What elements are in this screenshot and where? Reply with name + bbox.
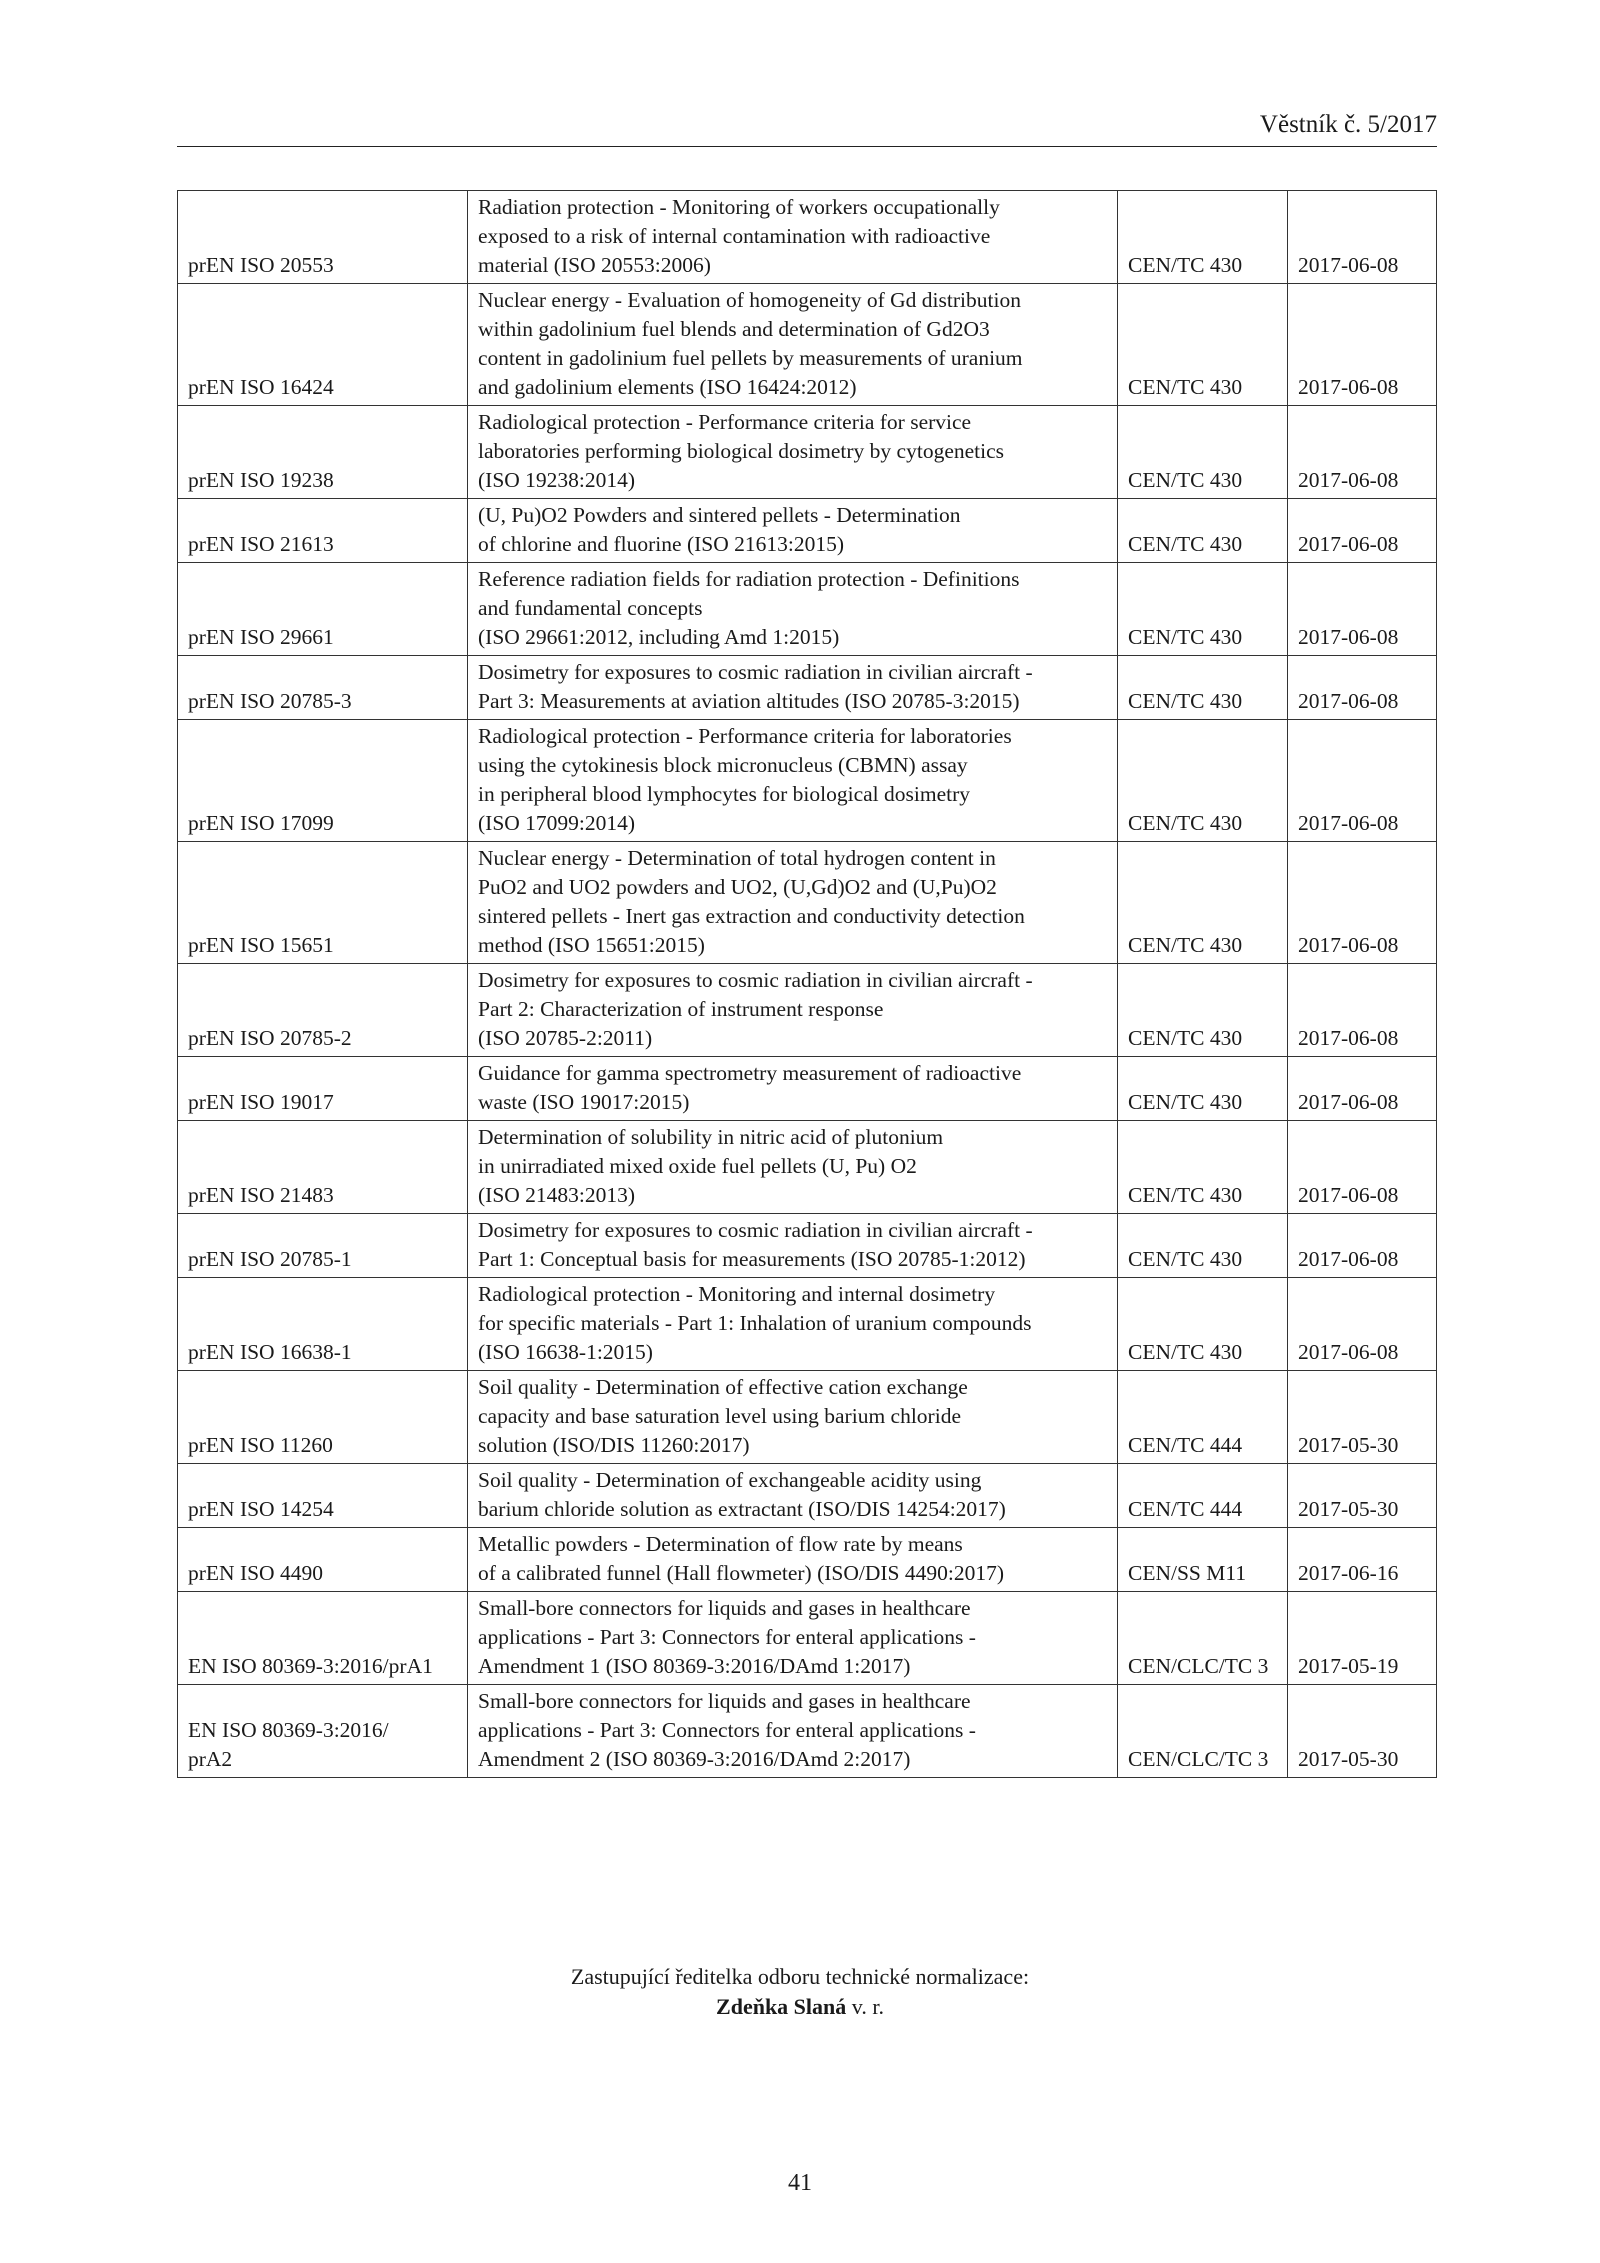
standard-code: EN ISO 80369-3:2016/prA1	[178, 1592, 468, 1685]
standard-title: Determination of solubility in nitric acid of plutonium in unirradiated mixed oxide fuel pellets (U, Pu) O2 (ISO 21483:2013)	[468, 1121, 1118, 1214]
journal-issue: Věstník č. 5/2017	[1259, 111, 1437, 138]
standard-title: Radiological protection - Monitoring and internal dosimetry for specific materials - Part 1: Inhalation of uranium compounds (ISO 16638-1:2015)	[468, 1278, 1118, 1371]
standard-code: prEN ISO 29661	[178, 563, 468, 656]
deadline-date: 2017-06-08	[1288, 656, 1437, 720]
technical-committee: CEN/TC 430	[1118, 964, 1288, 1057]
standard-code: prEN ISO 21613	[178, 499, 468, 563]
table-row	[178, 1057, 1437, 1121]
technical-committee: CEN/TC 444	[1118, 1371, 1288, 1464]
signatory-role: Zastupující ředitelka odboru technické normalizace:	[570, 1964, 1030, 1989]
standard-code: prEN ISO 15651	[178, 842, 468, 964]
table-row	[178, 191, 1437, 284]
deadline-date: 2017-05-30	[1288, 1685, 1437, 1778]
signatory-name: Zdeňka Slaná	[716, 1994, 847, 2019]
standard-code: prEN ISO 19238	[178, 406, 468, 499]
standard-code: prEN ISO 17099	[178, 720, 468, 842]
technical-committee: CEN/TC 430	[1118, 1057, 1288, 1121]
table-row	[178, 964, 1437, 1057]
table-row	[178, 1464, 1437, 1528]
deadline-date: 2017-06-08	[1288, 191, 1437, 284]
standard-title: Dosimetry for exposures to cosmic radiation in civilian aircraft - Part 1: Conceptual basis for measurements (ISO 20785-1:2012)	[468, 1214, 1118, 1278]
deadline-date: 2017-06-08	[1288, 499, 1437, 563]
standard-title: Soil quality - Determination of effective cation exchange capacity and base saturation level using barium chloride solution (ISO/DIS 11260:2017)	[468, 1371, 1118, 1464]
standard-title: Soil quality - Determination of exchangeable acidity using barium chloride solution as extractant (ISO/DIS 14254:2017)	[468, 1464, 1118, 1528]
standard-code: prEN ISO 16638-1	[178, 1278, 468, 1371]
technical-committee: CEN/TC 430	[1118, 406, 1288, 499]
technical-committee: CEN/TC 430	[1118, 842, 1288, 964]
standard-code: prEN ISO 21483	[178, 1121, 468, 1214]
table-row	[178, 1214, 1437, 1278]
standard-title: Radiological protection - Performance criteria for service laboratories performing biological dosimetry by cytogenetics (ISO 19238:2014)	[468, 406, 1118, 499]
standard-code: prEN ISO 11260	[178, 1371, 468, 1464]
page-number: 41	[788, 2170, 812, 2196]
technical-committee: CEN/TC 430	[1118, 1278, 1288, 1371]
deadline-date: 2017-06-08	[1288, 1057, 1437, 1121]
deadline-date: 2017-06-08	[1288, 842, 1437, 964]
technical-committee: CEN/TC 430	[1118, 1214, 1288, 1278]
standard-code: prEN ISO 14254	[178, 1464, 468, 1528]
standard-code: prEN ISO 20785-3	[178, 656, 468, 720]
deadline-date: 2017-06-08	[1288, 964, 1437, 1057]
deadline-date: 2017-06-08	[1288, 406, 1437, 499]
standard-code: EN ISO 80369-3:2016/ prA2	[178, 1685, 468, 1778]
technical-committee: CEN/TC 430	[1118, 563, 1288, 656]
standard-title: Dosimetry for exposures to cosmic radiation in civilian aircraft - Part 2: Characterization of instrument response (ISO 20785-2:2011)	[468, 964, 1118, 1057]
table-row	[178, 563, 1437, 656]
standard-title: Guidance for gamma spectrometry measurement of radioactive waste (ISO 19017:2015)	[468, 1057, 1118, 1121]
table-row	[178, 1685, 1437, 1778]
signatory-suffix: v. r.	[846, 1994, 884, 2019]
deadline-date: 2017-06-08	[1288, 1278, 1437, 1371]
standard-title: Reference radiation fields for radiation protection - Definitions and fundamental concepts (ISO 29661:2012, including Amd 1:2015)	[468, 563, 1118, 656]
standard-title: Metallic powders - Determination of flow rate by means of a calibrated funnel (Hall flowmeter) (ISO/DIS 4490:2017)	[468, 1528, 1118, 1592]
standard-title: Radiation protection - Monitoring of workers occupationally exposed to a risk of internal contamination with radioactive material (ISO 20553:2006)	[468, 191, 1118, 284]
standard-code: prEN ISO 4490	[178, 1528, 468, 1592]
technical-committee: CEN/TC 430	[1118, 499, 1288, 563]
standard-code: prEN ISO 16424	[178, 284, 468, 406]
standard-code: prEN ISO 20553	[178, 191, 468, 284]
standard-title: Small-bore connectors for liquids and gases in healthcare applications - Part 3: Connectors for enteral applications - Amendment 1 (ISO 80369-3:2016/DAmd 1:2017)	[468, 1592, 1118, 1685]
standard-title: Radiological protection - Performance criteria for laboratories using the cytokinesis block micronucleus (CBMN) assay in peripheral blood lymphocytes for biological dosimetry (ISO 17099:2014)	[468, 720, 1118, 842]
table-row	[178, 1592, 1437, 1685]
deadline-date: 2017-05-30	[1288, 1464, 1437, 1528]
technical-committee: CEN/TC 430	[1118, 1121, 1288, 1214]
standard-title: Nuclear energy - Evaluation of homogeneity of Gd distribution within gadolinium fuel blends and determination of Gd2O3 content in gadolinium fuel pellets by measurements of uranium and gadolinium elements (ISO 16424:2012)	[468, 284, 1118, 406]
standard-title: Nuclear energy - Determination of total hydrogen content in PuO2 and UO2 powders and UO2, (U,Gd)O2 and (U,Pu)O2 sintered pellets - Inert gas extraction and conductivity detection method (ISO 15651:2015)	[468, 842, 1118, 964]
signature-block	[0, 1962, 1600, 2022]
standard-title: Dosimetry for exposures to cosmic radiation in civilian aircraft - Part 3: Measurements at aviation altitudes (ISO 20785-3:2015)	[468, 656, 1118, 720]
deadline-date: 2017-06-08	[1288, 1214, 1437, 1278]
signatory-line	[0, 1992, 1600, 2022]
technical-committee: CEN/TC 444	[1118, 1464, 1288, 1528]
deadline-date: 2017-05-30	[1288, 1371, 1437, 1464]
technical-committee: CEN/TC 430	[1118, 284, 1288, 406]
deadline-date: 2017-06-16	[1288, 1528, 1437, 1592]
standard-title: Small-bore connectors for liquids and gases in healthcare applications - Part 3: Connectors for enteral applications - Amendment 2 (ISO 80369-3:2016/DAmd 2:2017)	[468, 1685, 1118, 1778]
deadline-date: 2017-06-08	[1288, 720, 1437, 842]
page-header	[177, 108, 1437, 147]
technical-committee: CEN/CLC/TC 3	[1118, 1685, 1288, 1778]
technical-committee: CEN/TC 430	[1118, 191, 1288, 284]
table-row	[178, 499, 1437, 563]
deadline-date: 2017-06-08	[1288, 284, 1437, 406]
standard-code: prEN ISO 20785-1	[178, 1214, 468, 1278]
standard-title: (U, Pu)O2 Powders and sintered pellets - Determination of chlorine and fluorine (ISO 21613:2015)	[468, 499, 1118, 563]
table-row	[178, 1278, 1437, 1371]
table-row	[178, 1121, 1437, 1214]
table-row	[178, 1371, 1437, 1464]
table-row	[178, 656, 1437, 720]
table-row	[178, 406, 1437, 499]
technical-committee: CEN/SS M11	[1118, 1528, 1288, 1592]
table-row	[178, 1528, 1437, 1592]
standards-table	[177, 190, 1437, 1778]
technical-committee: CEN/TC 430	[1118, 720, 1288, 842]
standard-code: prEN ISO 20785-2	[178, 964, 468, 1057]
table-row	[178, 720, 1437, 842]
standard-code: prEN ISO 19017	[178, 1057, 468, 1121]
deadline-date: 2017-05-19	[1288, 1592, 1437, 1685]
deadline-date: 2017-06-08	[1288, 1121, 1437, 1214]
deadline-date: 2017-06-08	[1288, 563, 1437, 656]
table-row	[178, 284, 1437, 406]
technical-committee: CEN/TC 430	[1118, 656, 1288, 720]
technical-committee: CEN/CLC/TC 3	[1118, 1592, 1288, 1685]
table-row	[178, 842, 1437, 964]
